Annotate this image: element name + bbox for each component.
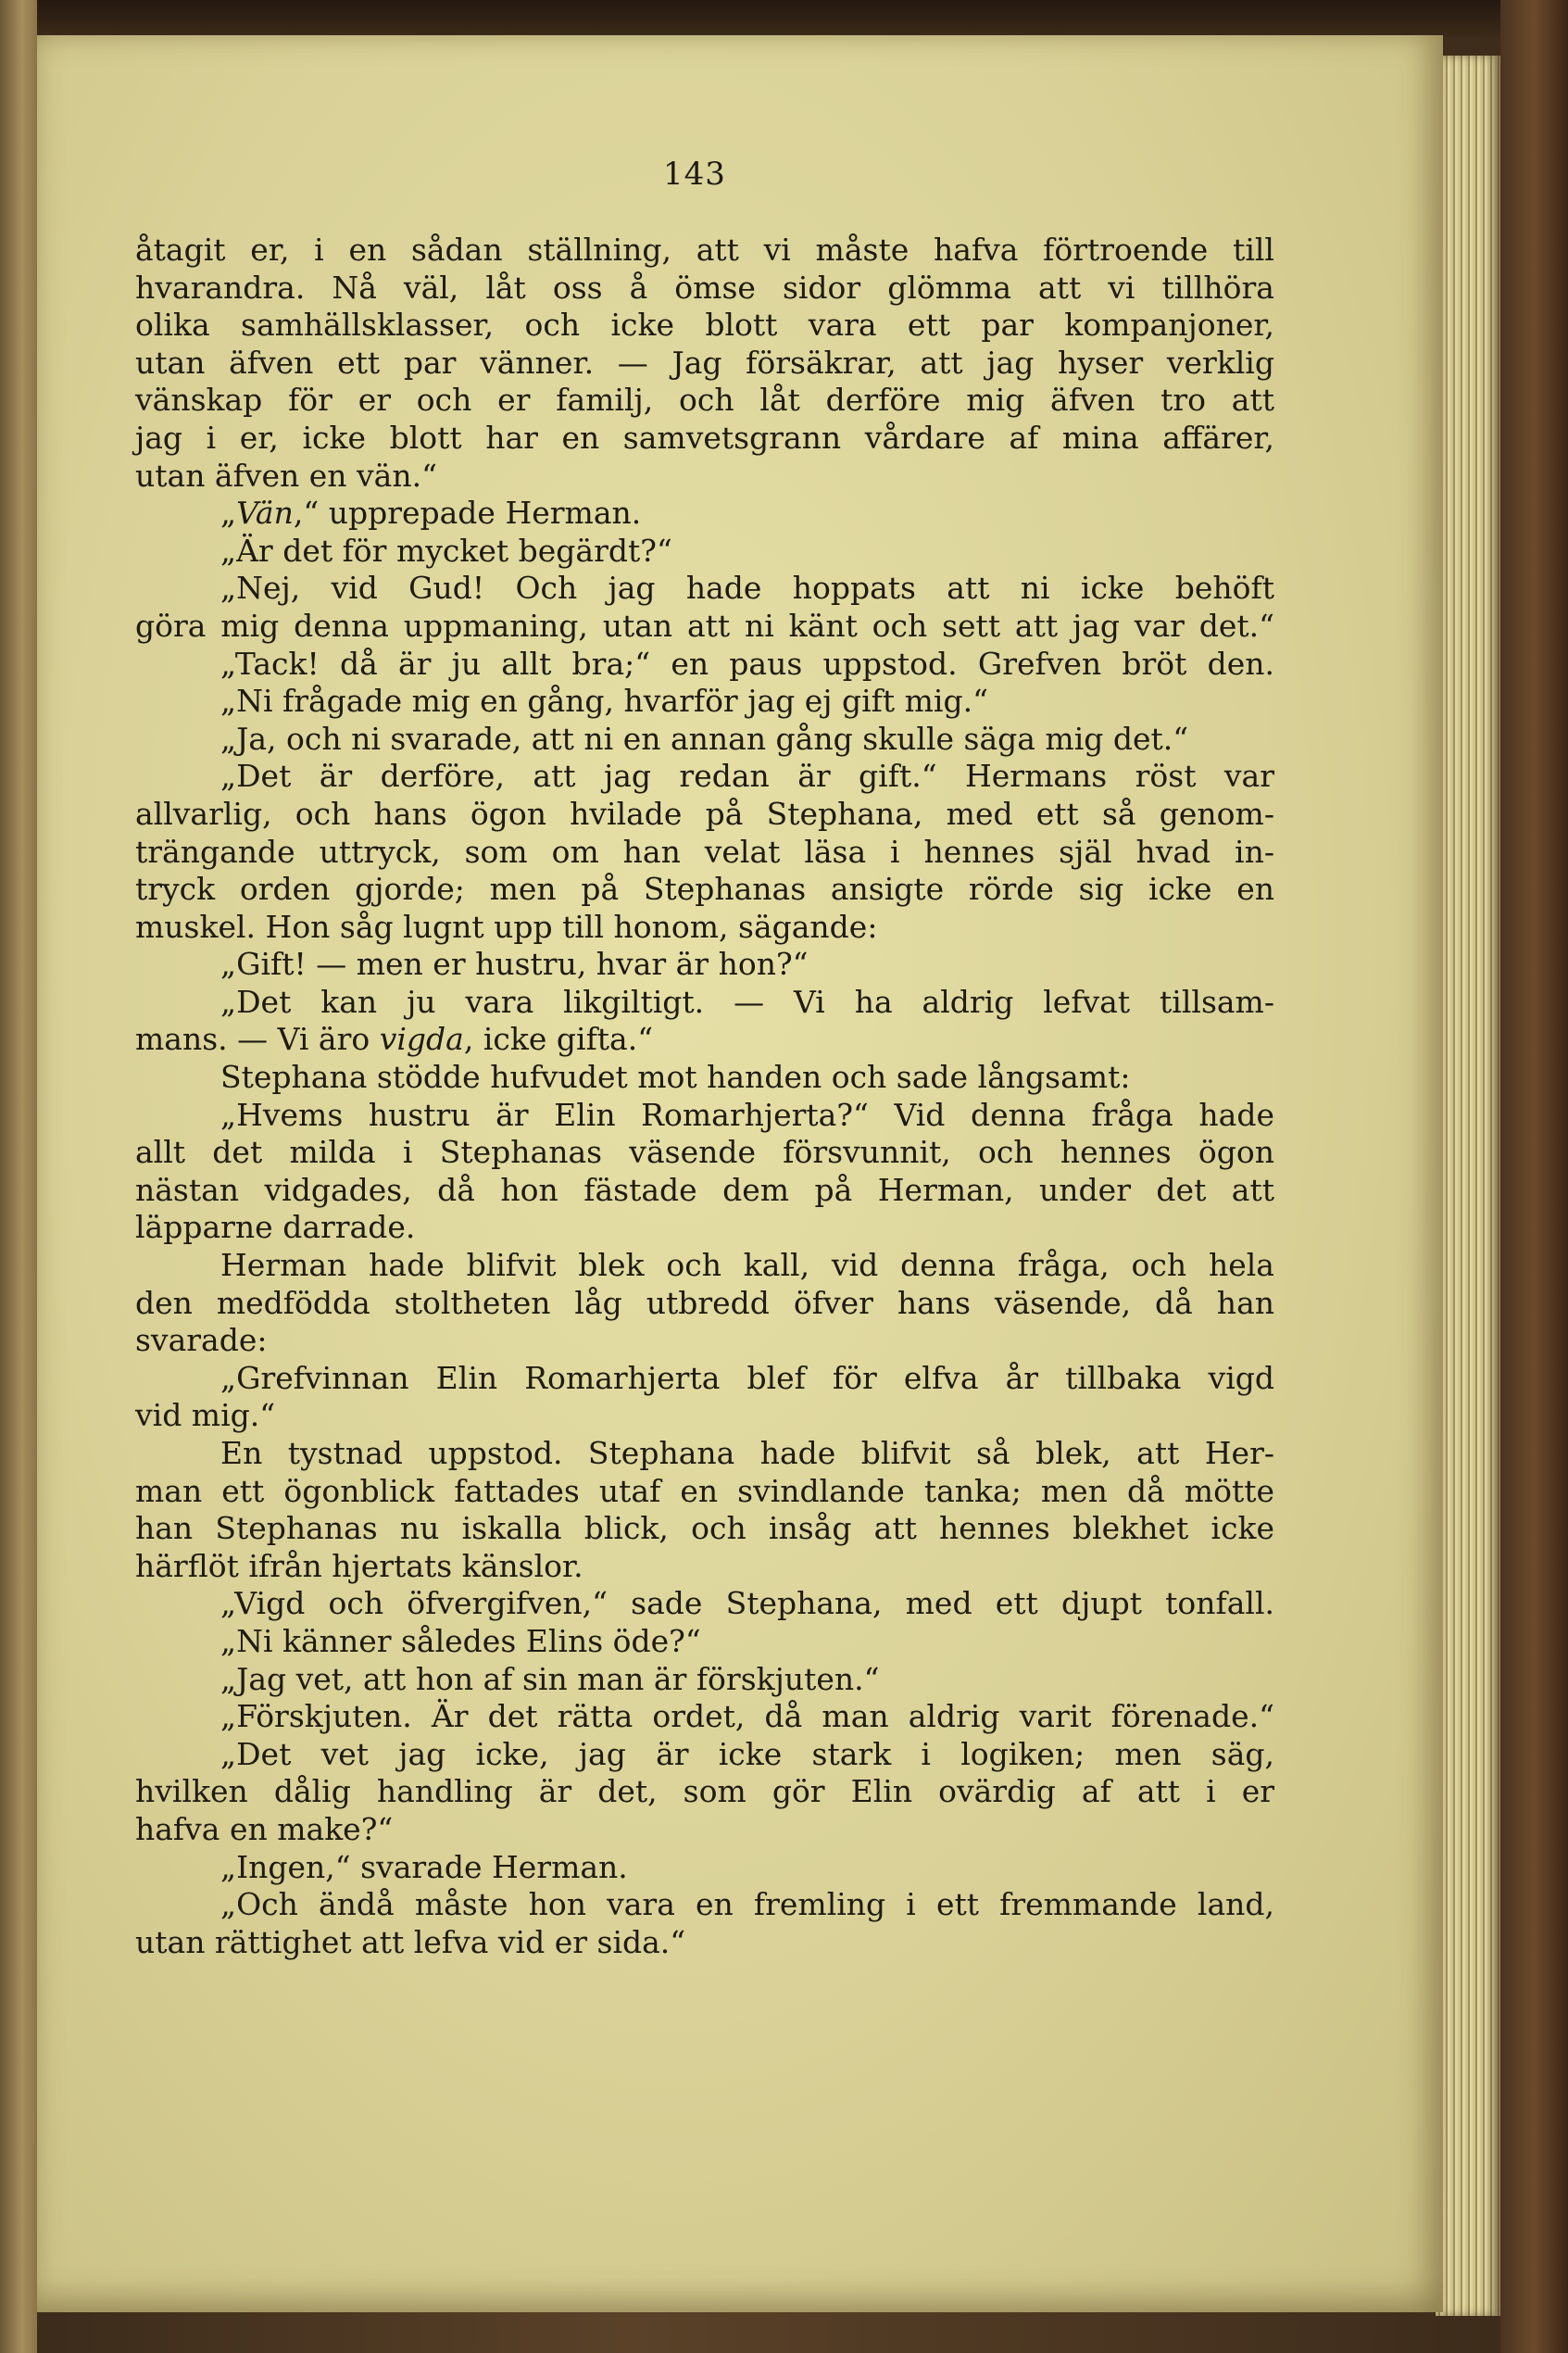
text-line: „Det vet jag icke, jag är icke stark i logiken; men säg, <box>220 1735 1274 1772</box>
text-line: „Det kan ju vara likgiltigt. — Vi ha aldrig lefvat tillsam- <box>220 983 1274 1020</box>
text-line: „Vän,“ upprepade Herman. <box>220 495 642 532</box>
text-line: hvilken dålig handling är det, som gör Elin ovärdig af att i er <box>135 1773 1274 1810</box>
text-line: han Stephanas nu iskalla blick, och insåg att hennes blekhet icke <box>135 1510 1274 1547</box>
text-line: „Ni känner således Elins öde?“ <box>220 1622 701 1659</box>
text-line: Herman hade blifvit blek och kall, vid denna fråga, och hela <box>220 1247 1274 1284</box>
text-line: „Ni frågade mig en gång, hvarför jag ej gift mig.“ <box>220 683 988 720</box>
text-line: svarade: <box>135 1322 268 1359</box>
text-line: jag i er, icke blott har en samvetsgrann vårdare af mina affärer, <box>135 419 1274 456</box>
text-line: allvarlig, och hans ögon hvilade på Stephana, med ett så genom- <box>135 795 1274 832</box>
text-line: „Grefvinnan Elin Romarhjerta blef för elfva år tillbaka vigd <box>220 1359 1274 1396</box>
text-line: den medfödda stoltheten låg utbredd öfver hans väsende, då han <box>135 1284 1274 1321</box>
text-line: mans. — Vi äro vigda, icke gifta.“ <box>135 1021 654 1058</box>
text-line: „Vigd och öfvergifven,“ sade Stephana, med ett djupt tonfall. <box>220 1585 1274 1622</box>
text-line: „Är det för mycket begärdt?“ <box>220 532 672 569</box>
text-line: nästan vidgades, då hon fästade dem på Herman, under det att <box>135 1171 1274 1208</box>
text-line: läpparne darrade. <box>135 1209 416 1246</box>
text-line: åtagit er, i en sådan ställning, att vi måste hafva förtroende till <box>135 232 1274 268</box>
text-line: hvarandra. Nå väl, låt oss å ömse sidor glömma att vi tillhöra <box>135 269 1274 306</box>
text-line: göra mig denna uppmaning, utan att ni känt och sett att jag var det.“ <box>135 607 1274 644</box>
text-line: „Och ändå måste hon vara en fremling i ett fremmande land, <box>220 1886 1274 1923</box>
page-stack-edges <box>1436 56 1500 2316</box>
text-line: utan äfven en vän.“ <box>135 457 437 494</box>
text-line: allt det milda i Stephanas väsende försvunnit, och hennes ögon <box>135 1134 1274 1171</box>
text-line: „Hvems hustru är Elin Romarhjerta?“ Vid denna fråga hade <box>220 1096 1274 1133</box>
text-line: „Förskjuten. Är det rätta ordet, då man aldrig varit förenade.“ <box>220 1698 1274 1735</box>
body-text <box>135 232 1274 1961</box>
book-top-edge <box>0 0 1568 37</box>
text-line: vid mig.“ <box>135 1397 276 1434</box>
text-line: man ett ögonblick fattades utaf en svindlande tanka; men då mötte <box>135 1472 1274 1509</box>
text-line: trängande uttryck, som om han velat läsa i hennes själ hvad in- <box>135 833 1274 870</box>
text-line: „Gift! — men er hustru, hvar är hon?“ <box>220 946 809 983</box>
text-line: „Ingen,“ svarade Herman. <box>220 1848 628 1885</box>
text-line: „Jag vet, att hon af sin man är förskjuten.“ <box>220 1660 880 1697</box>
text-line: utan äfven ett par vänner. — Jag försäkrar, att jag hyser verklig <box>135 344 1274 381</box>
text-line: utan rättighet att lefva vid er sida.“ <box>135 1923 686 1960</box>
text-line: „Ja, och ni svarade, att ni en annan gång skulle säga mig det.“ <box>220 720 1189 757</box>
text-line: „Det är derföre, att jag redan är gift.“ Hermans röst var <box>220 758 1274 795</box>
page-number: 143 <box>663 156 726 193</box>
text-line: En tystnad uppstod. Stephana hade blifvit så blek, att Her- <box>220 1435 1274 1471</box>
text-line: muskel. Hon såg lugnt upp till honom, sägande: <box>135 908 878 945</box>
book-gutter <box>0 0 37 2353</box>
text-line: olika samhällsklasser, och icke blott vara ett par kompanjoner, <box>135 307 1274 344</box>
text-line: hafva en make?“ <box>135 1810 394 1847</box>
text-line: Stephana stödde hufvudet mot handen och sade långsamt: <box>220 1059 1131 1096</box>
text-line: „Tack! då är ju allt bra;“ en paus uppstod. Grefven bröt den. <box>220 645 1274 682</box>
text-line: vänskap för er och er familj, och låt derföre mig äfven tro att <box>135 382 1274 419</box>
book-cover-edge <box>1500 0 1568 2353</box>
text-line: härflöt ifrån hjertats känslor. <box>135 1547 583 1584</box>
text-line: „Nej, vid Gud! Och jag hade hoppats att ni icke behöft <box>220 570 1274 607</box>
text-line: tryck orden gjorde; men på Stephanas ansigte rörde sig icke en <box>135 871 1274 908</box>
